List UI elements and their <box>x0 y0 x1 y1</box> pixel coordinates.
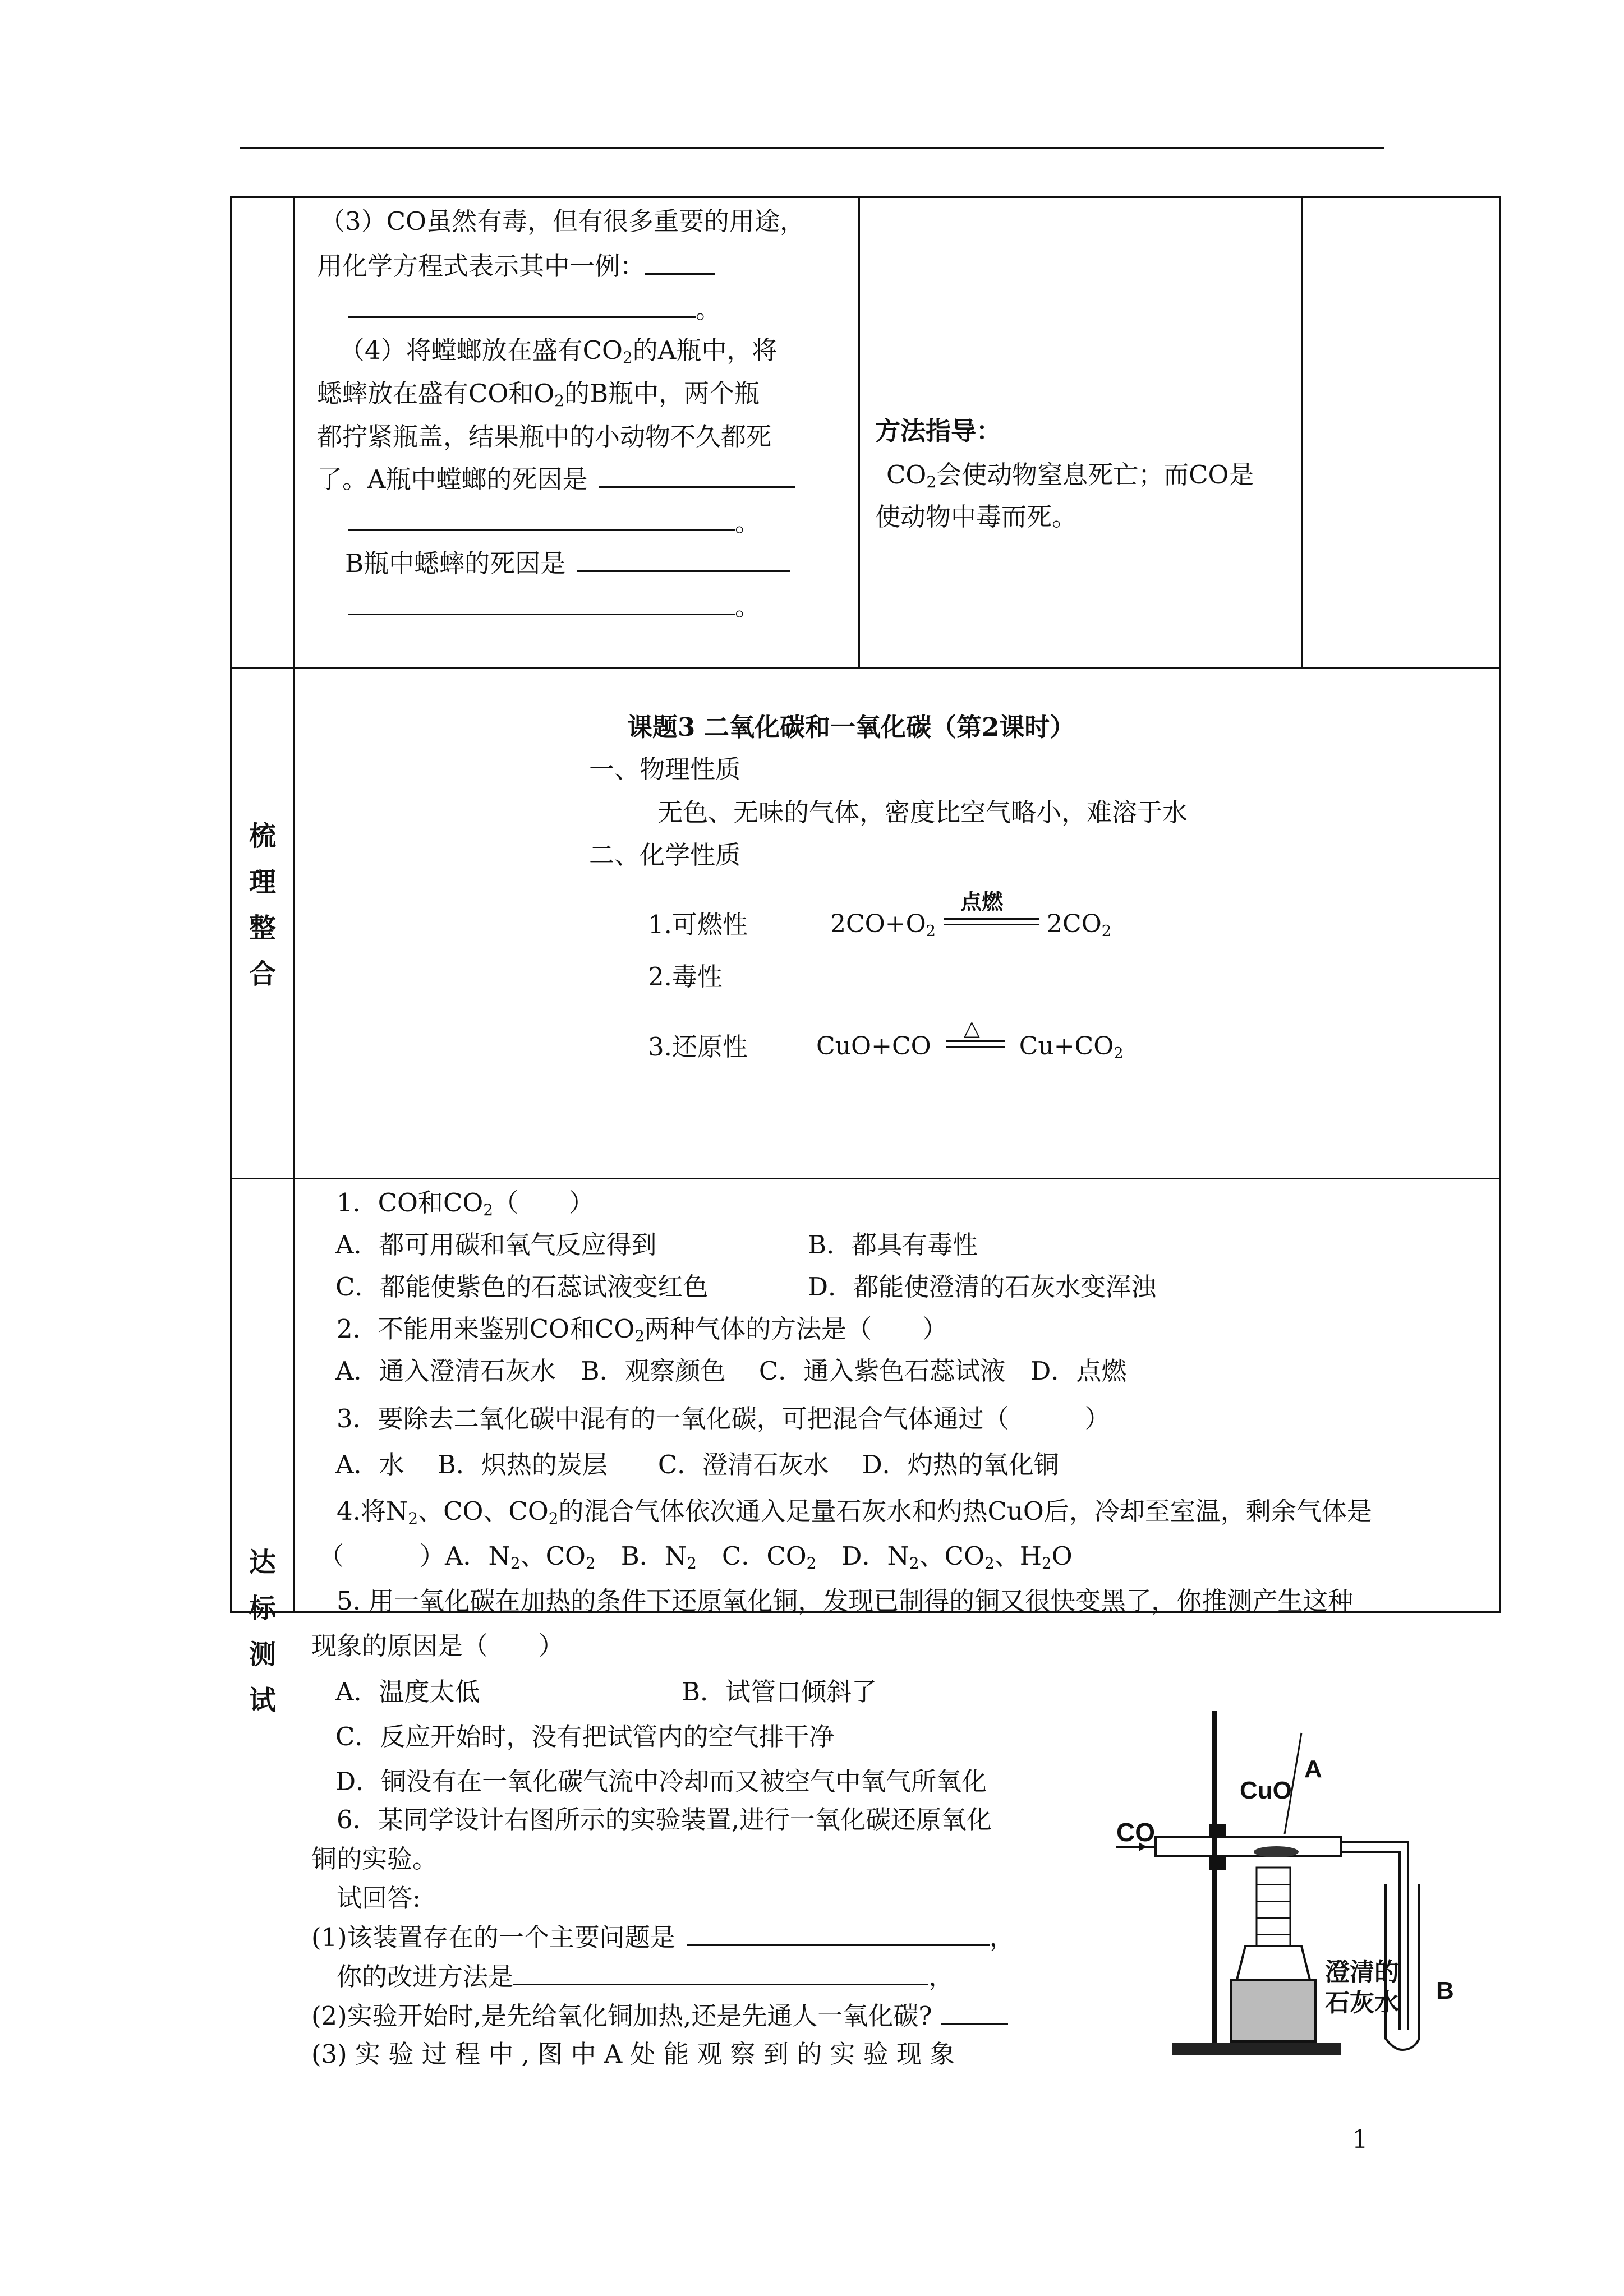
q4-options[interactable]: （ ）A．$N_2$、$CO_2$ B．$N_2$ C．$CO_2$ D．$N_2$、$CO_2$、$H_2O$ <box>319 1541 1073 1573</box>
fig-label-a: A <box>1304 1755 1322 1783</box>
q4-line1: （4）将螳螂放在盛有$CO_2$的A瓶中，将 <box>339 335 778 367</box>
side-label-review: 梳 理 整 合 <box>249 820 276 990</box>
answer-blank[interactable] <box>513 1984 928 1985</box>
q5-option-d[interactable]: D．铜没有在一氧化碳气流中冷却而又被空气中氧气所氧化 <box>335 1767 987 1796</box>
fig-label-co: CO <box>1116 1818 1155 1847</box>
q6-part1: (1)该装置存在的一个主要问题是 ， <box>311 1922 1015 1952</box>
q1-option-d[interactable]: D．都能使澄清的石灰水变浑浊 <box>808 1272 1157 1302</box>
q4-line4b: 。 <box>348 508 760 538</box>
q1-option-b[interactable]: B．都具有毒性 <box>808 1230 978 1260</box>
q4-line3: 都拧紧瓶盖，结果瓶中的小动物不久都死 <box>317 422 772 451</box>
q5-option-a[interactable]: A．温度太低 <box>335 1677 480 1707</box>
answer-blank[interactable] <box>645 273 715 275</box>
equation-combustion: $2CO+O_2$ 点燃 $2CO_2$ <box>830 888 1112 940</box>
answer-blank[interactable] <box>348 529 735 531</box>
q4-line5b: 。 <box>348 592 760 622</box>
q5-line1: 5. 用一氧化碳在加热的条件下还原氧化铜，发现已制得的铜又很快变黑了，你推测产生这种 <box>337 1586 1354 1616</box>
reaction-tube <box>1156 1837 1341 1856</box>
q2: 2．不能用来鉴别CO和$CO_2$两种气体的方法是（ ） <box>337 1314 948 1345</box>
q6-part3: (3) 实 验 过 程 中 , 图 中 A 处 能 观 察 到 的 实 验 现 象 <box>311 2039 955 2069</box>
answer-blank[interactable] <box>599 486 795 488</box>
fig-label-b: B <box>1436 1977 1454 2004</box>
q6-part1b: 你的改进方法是 ， <box>337 1962 954 1991</box>
method-line2: 使动物中毒而死。 <box>875 502 1078 532</box>
q3: 3．要除去二氧化碳中混有的一氧化碳，可把混合气体通过（ ） <box>337 1404 1110 1433</box>
item-toxicity: 2.毒性 <box>648 962 723 992</box>
method-line1: $CO_2$会使动物窒息死亡；而CO是 <box>886 460 1254 491</box>
fig-label-lime2: 石灰水 <box>1325 1989 1399 2017</box>
q4-line4: 了。A瓶中螳螂的死因是 <box>317 464 795 495</box>
q5-option-b[interactable]: B．试管口倾斜了 <box>682 1677 877 1707</box>
stand-rod <box>1212 1711 1217 2043</box>
answer-blank[interactable] <box>941 2023 1008 2025</box>
answer-blank[interactable] <box>348 614 735 615</box>
q4-line2: 蟋蟀放在盛有CO和$O_2$的B瓶中，两个瓶 <box>317 379 760 410</box>
heading-chemical: 二、化学性质 <box>589 840 741 870</box>
page-number: 1 <box>1352 2124 1368 2154</box>
fig-label-lime1: 澄清的 <box>1325 1958 1399 1986</box>
method-title: 方法指导： <box>875 416 1002 446</box>
burner-body <box>1231 1980 1315 2041</box>
q1-option-a[interactable]: A．都可用碳和氧气反应得到 <box>335 1230 657 1260</box>
item-combustibility: 1.可燃性 <box>648 910 748 939</box>
answer-blank[interactable] <box>348 316 696 318</box>
physical-props: 无色、无味的气体，密度比空气略小，难溶于水 <box>657 797 1188 827</box>
q3-line3: 。 <box>348 294 721 325</box>
q2-options[interactable]: A．通入澄清石灰水 B．观察颜色 C．通入紫色石蕊试液 D．点燃 <box>335 1356 1127 1386</box>
answer-blank[interactable] <box>577 570 790 572</box>
q1-option-c[interactable]: C．都能使紫色的石蕊试液变红色 <box>335 1272 709 1302</box>
answer-blank[interactable] <box>687 1944 990 1946</box>
burner-top <box>1237 1946 1310 1980</box>
heading-physical: 一、物理性质 <box>589 754 741 784</box>
side-label-test: 达 标 测 试 <box>249 1547 276 1716</box>
stand-base <box>1172 2043 1341 2055</box>
lesson-title: 课题3 二氧化碳和一氧化碳（第2课时） <box>627 712 1075 742</box>
q4-line5: B瓶中蟋蟀的死因是 <box>345 548 790 579</box>
item-reducing: 3.还原性 <box>648 1032 748 1062</box>
q6-line2: 铜的实验。 <box>311 1844 438 1874</box>
q3-options[interactable]: A．水 B．炽热的炭层 C．澄清石灰水 D．灼热的氧化铜 <box>335 1450 1059 1479</box>
apparatus-figure <box>1116 1699 1492 2064</box>
q6-line3: 试回答: <box>337 1883 421 1913</box>
equation-reduction: CuO+CO △ $Cu+CO_2$ <box>816 1015 1124 1062</box>
q3-line1: （3）CO虽然有毒，但有很多重要的用途， <box>320 206 805 236</box>
q3-line2: 用化学方程式表示其中一例： <box>317 251 715 282</box>
cuo-sample <box>1254 1846 1299 1857</box>
q6-line1: 6．某同学设计右图所示的实验装置,进行一氧化碳还原氧化 <box>337 1805 992 1834</box>
q1: 1．CO和$CO_2$（ ） <box>337 1188 595 1219</box>
q6-part2: (2)实验开始时,是先给氧化铜加热,还是先通人一氧化碳? <box>311 2001 1008 2031</box>
q4: 4.将$N_2$、CO、$CO_2$的混合气体依次通入足量石灰水和灼热CuO后，冷却至室温，剩余气体是 <box>337 1496 1372 1528</box>
header-rule <box>240 147 1384 149</box>
fig-label-cuo: CuO <box>1240 1777 1292 1804</box>
q5-line2: 现象的原因是（ ） <box>311 1631 564 1661</box>
q5-option-c[interactable]: C．反应开始时，没有把试管内的空气排干净 <box>335 1722 835 1751</box>
